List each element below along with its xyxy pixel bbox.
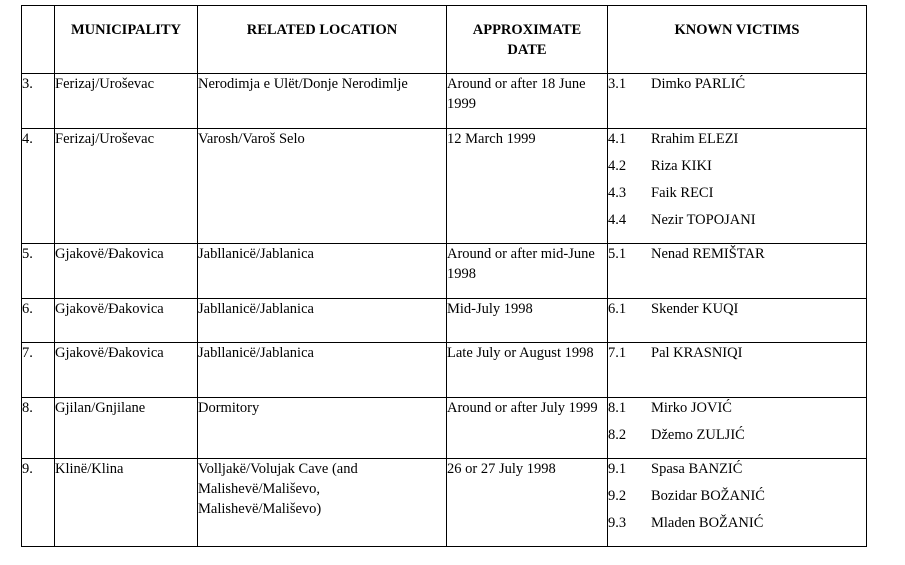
header-date-line2: DATE: [507, 42, 547, 58]
date-cell: 26 or 27 July 1998: [447, 459, 608, 547]
victim-entry: [608, 299, 866, 319]
victim-id: 8.2: [608, 427, 627, 443]
municipality-cell: Gjakovë/Đakovica: [55, 343, 198, 398]
victims-cell: [608, 244, 867, 299]
victim-name: Nezir TOPOJANI: [651, 212, 756, 228]
municipality-cell: Ferizaj/Uroševac: [55, 129, 198, 244]
header-approximate-date: [447, 6, 608, 74]
victim-id: 7.1: [608, 345, 627, 361]
table-row: [22, 129, 867, 244]
victim-name: Mladen BOŽANIĆ: [651, 515, 764, 531]
date-cell: Mid-July 1998: [447, 299, 608, 343]
victim-entry: [608, 513, 866, 533]
date-cell: 12 March 1999: [447, 129, 608, 244]
header-date-line1: APPROXIMATE: [472, 22, 582, 38]
municipality-cell: Gjakovë/Đakovica: [55, 244, 198, 299]
location-cell: Jabllanicë/Jablanica: [198, 299, 447, 343]
victims-cell: [608, 129, 867, 244]
table-row: [22, 74, 867, 129]
victim-entry: [608, 210, 866, 230]
victim-entry: [608, 459, 866, 479]
victim-id: 6.1: [608, 301, 627, 317]
victim-name: Faik RECI: [651, 185, 714, 201]
row-number: 7.: [22, 343, 55, 398]
header-municipality: MUNICIPALITY: [55, 6, 198, 74]
victim-entry: [608, 244, 866, 264]
header-related-location: RELATED LOCATION: [198, 6, 447, 74]
table-row: [22, 343, 867, 398]
header-known-victims: KNOWN VICTIMS: [608, 6, 867, 74]
row-number: 6.: [22, 299, 55, 343]
row-number: 8.: [22, 398, 55, 459]
victim-entry: [608, 486, 866, 506]
victim-id: 4.2: [608, 158, 627, 174]
date-cell: Around or after 18 June 1999: [447, 74, 608, 129]
victim-entry: [608, 74, 866, 94]
table-row: [22, 459, 867, 547]
date-cell: Around or after July 1999: [447, 398, 608, 459]
municipality-cell: Ferizaj/Uroševac: [55, 74, 198, 129]
victim-name: Bozidar BOŽANIĆ: [651, 488, 765, 504]
location-cell: Jabllanicë/Jablanica: [198, 343, 447, 398]
victim-name: Skender KUQI: [651, 301, 739, 317]
location-cell: Dormitory: [198, 398, 447, 459]
table-row: [22, 299, 867, 343]
row-number: 3.: [22, 74, 55, 129]
victim-name: Spasa BANZIĆ: [651, 461, 743, 477]
location-cell: Nerodimja e Ulët/Donje Nerodimlje: [198, 74, 447, 129]
victim-entry: [608, 183, 866, 203]
row-number: 4.: [22, 129, 55, 244]
victim-entry: [608, 398, 866, 418]
victim-entry: [608, 343, 866, 363]
date-cell: Around or after mid-June 1998: [447, 244, 608, 299]
location-cell: Varosh/Varoš Selo: [198, 129, 447, 244]
location-cell: Volljakë/Volujak Cave (and Malishevë/Mališevo, Malishevë/Mališevo): [198, 459, 447, 547]
victims-cell: [608, 398, 867, 459]
victim-id: 9.3: [608, 515, 627, 531]
victim-id: 8.1: [608, 400, 627, 416]
header-row: [22, 6, 867, 74]
victims-cell: [608, 343, 867, 398]
victim-entry: [608, 129, 866, 149]
row-number: 9.: [22, 459, 55, 547]
victims-cell: [608, 74, 867, 129]
victim-id: 5.1: [608, 246, 627, 262]
table-row: [22, 398, 867, 459]
table-row: [22, 244, 867, 299]
victim-name: Mirko JOVIĆ: [651, 400, 732, 416]
victim-id: 4.1: [608, 131, 627, 147]
victim-id: 9.2: [608, 488, 627, 504]
victim-id: 4.3: [608, 185, 627, 201]
row-number: 5.: [22, 244, 55, 299]
victims-cell: [608, 299, 867, 343]
municipality-cell: Gjakovë/Đakovica: [55, 299, 198, 343]
victim-id: 3.1: [608, 76, 627, 92]
date-cell: Late July or August 1998: [447, 343, 608, 398]
victim-id: 4.4: [608, 212, 627, 228]
victim-name: Riza KIKI: [651, 158, 712, 174]
location-cell: Jabllanicë/Jablanica: [198, 244, 447, 299]
victim-name: Dimko PARLIĆ: [651, 76, 746, 92]
victim-id: 9.1: [608, 461, 627, 477]
victim-name: Džemo ZULJIĆ: [651, 427, 745, 443]
victim-name: Nenad REMIŠTAR: [651, 246, 765, 262]
victims-table: [21, 5, 867, 547]
victims-cell: [608, 459, 867, 547]
header-number: [22, 6, 55, 74]
victim-name: Rrahim ELEZI: [651, 131, 739, 147]
victim-entry: [608, 156, 866, 176]
municipality-cell: Klinë/Klina: [55, 459, 198, 547]
victim-entry: [608, 425, 866, 445]
victim-name: Pal KRASNIQI: [651, 345, 743, 361]
municipality-cell: Gjilan/Gnjilane: [55, 398, 198, 459]
